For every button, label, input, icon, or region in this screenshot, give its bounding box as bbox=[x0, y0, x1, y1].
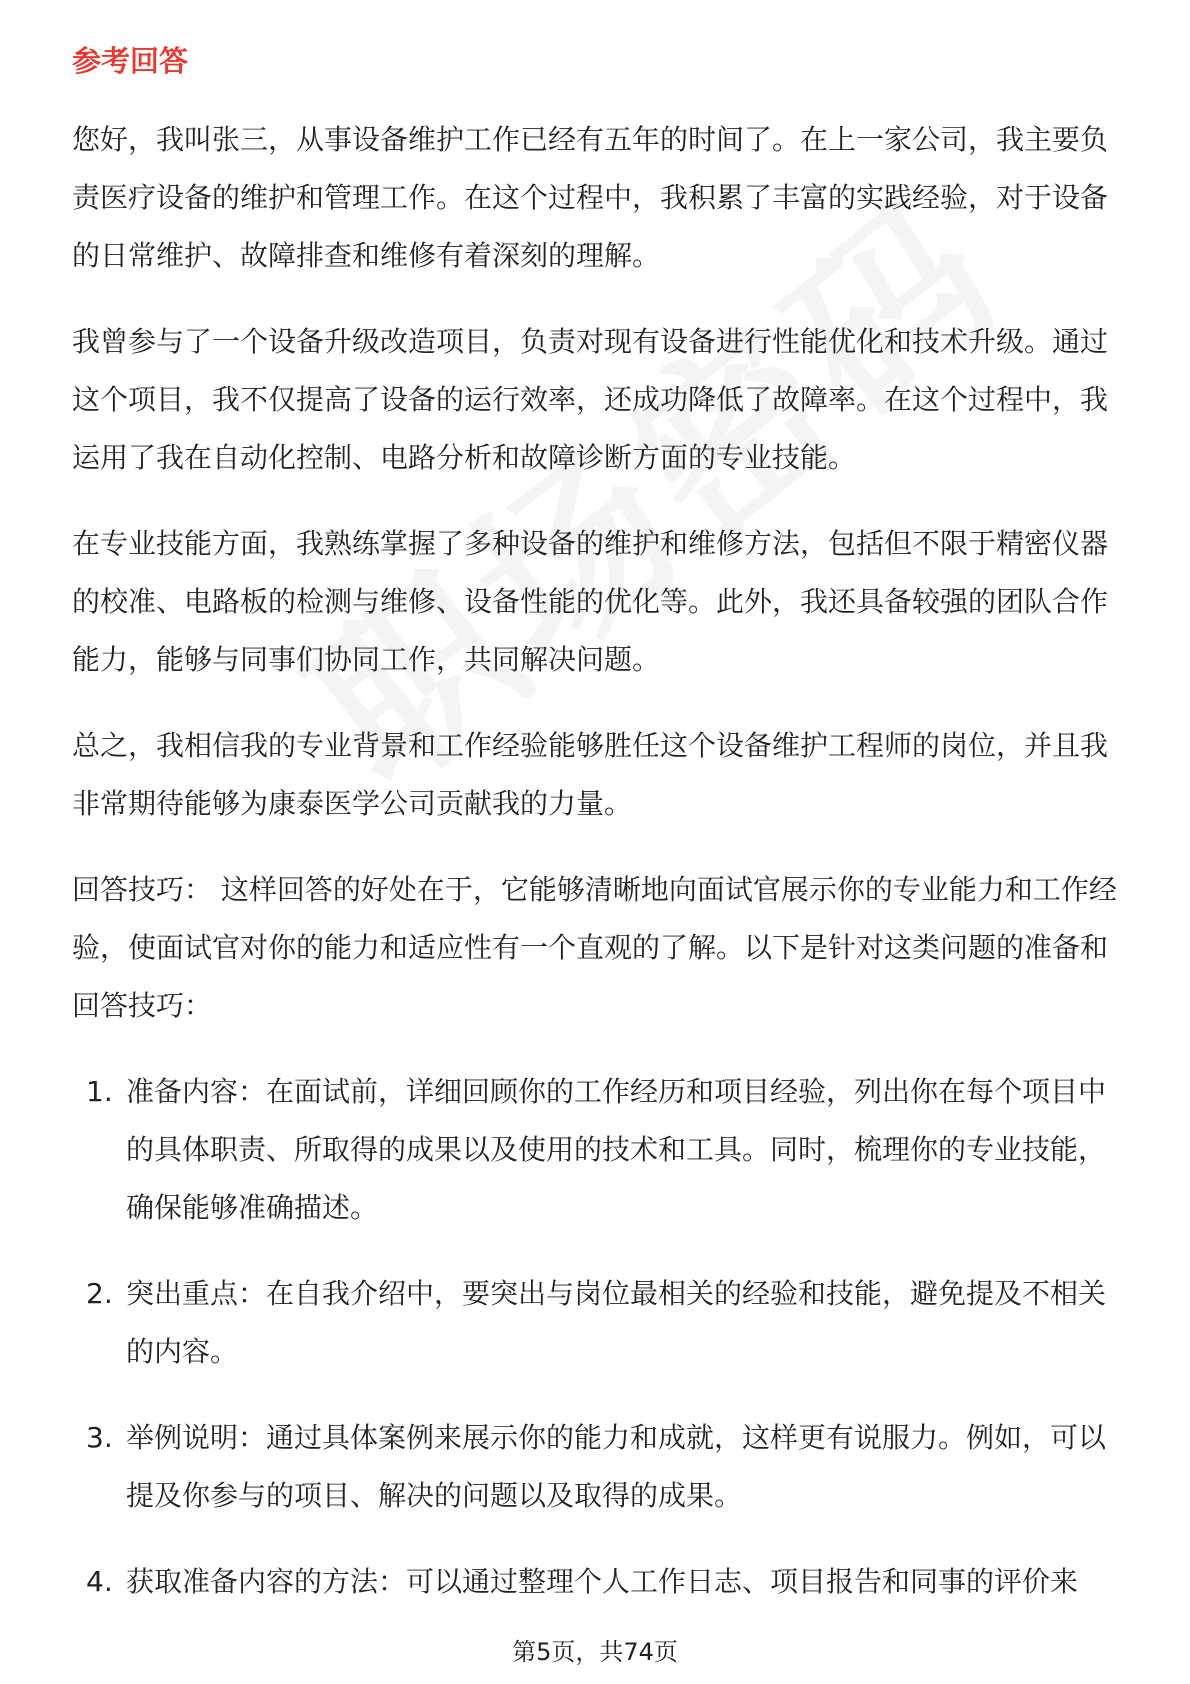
list-item-text: 举例说明：通过具体案例来展示你的能力和成就，这样更有说服力。例如，可以提及你参与的项目、解决的问题以及取得的成果。 bbox=[126, 1420, 1107, 1512]
page-content bbox=[72, 44, 1122, 1639]
tips-list bbox=[72, 1063, 1122, 1611]
section-heading: 参考回答 bbox=[72, 44, 189, 78]
paragraph-project: 我曾参与了一个设备升级改造项目，负责对现有设备进行性能优化和技术升级。通过这个项目，我不仅提高了设备的运行效率，还成功降低了故障率。在这个过程中，我运用了我在自动化控制、电路分析和故障诊断方面的专业技能。 bbox=[72, 324, 1109, 474]
list-item-number: 2. bbox=[86, 1276, 113, 1310]
paragraph-summary: 总之，我相信我的专业背景和工作经验能够胜任这个设备维护工程师的岗位，并且我非常期待能够为康泰医学公司贡献我的力量。 bbox=[72, 728, 1109, 820]
paragraph-intro: 您好，我叫张三，从事设备维护工作已经有五年的时间了。在上一家公司，我主要负责医疗设备的维护和管理工作。在这个过程中，我积累了丰富的实践经验，对于设备的日常维护、故障排查和维修有着深刻的理解。 bbox=[72, 122, 1109, 272]
list-item-number: 3. bbox=[86, 1420, 113, 1454]
list-item bbox=[72, 1409, 1122, 1525]
page-number-footer: 第5页，共74页 bbox=[512, 1638, 678, 1666]
list-item-number: 4. bbox=[86, 1564, 113, 1598]
list-item bbox=[72, 1265, 1122, 1381]
list-item bbox=[72, 1553, 1122, 1611]
list-item bbox=[72, 1063, 1122, 1237]
paragraph-skills: 在专业技能方面，我熟练掌握了多种设备的维护和维修方法，包括但不限于精密仪器的校准、电路板的检测与维修、设备性能的优化等。此外，我还具备较强的团队合作能力，能够与同事们协同工作，共同解决问题。 bbox=[72, 526, 1109, 676]
paragraph-tips-intro: 回答技巧： 这样回答的好处在于，它能够清晰地向面试官展示你的专业能力和工作经验，使面试官对你的能力和适应性有一个直观的了解。以下是针对这类问题的准备和回答技巧： bbox=[72, 872, 1117, 1022]
list-item-number: 1. bbox=[86, 1074, 113, 1108]
list-item-text: 突出重点：在自我介绍中，要突出与岗位最相关的经验和技能，避免提及不相关的内容。 bbox=[126, 1276, 1107, 1368]
list-item-text: 准备内容：在面试前，详细回顾你的工作经历和项目经验，列出你在每个项目中的具体职责、所取得的成果以及使用的技术和工具。同时，梳理你的专业技能，确保能够准确描述。 bbox=[126, 1074, 1107, 1224]
list-item-text: 获取准备内容的方法：可以通过整理个人工作日志、项目报告和同事的评价来 bbox=[126, 1564, 1079, 1598]
